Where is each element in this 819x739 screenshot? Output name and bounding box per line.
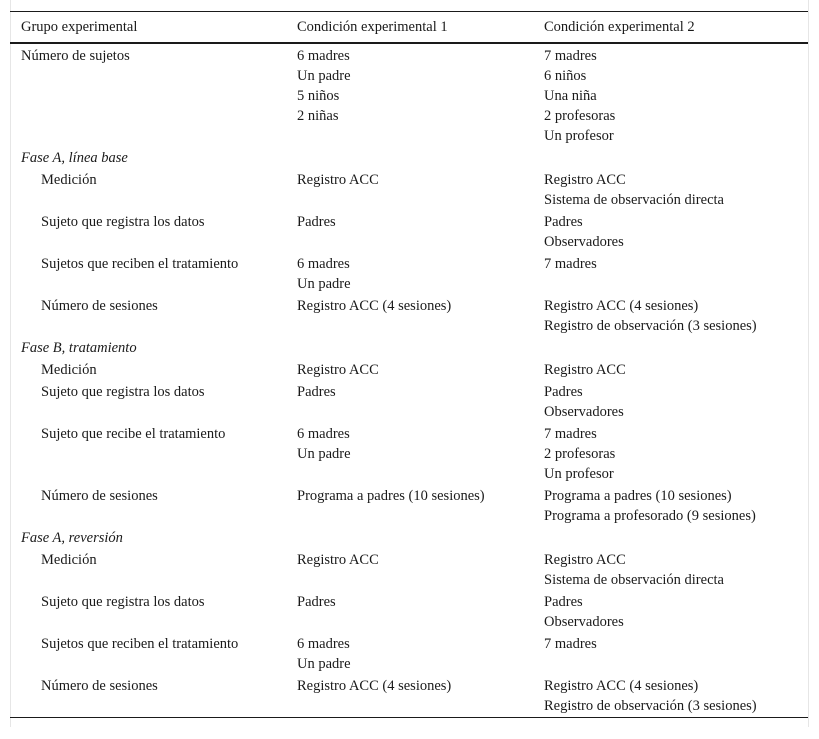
table-row — [10, 675, 808, 718]
cell-line: Registro ACC — [544, 362, 626, 378]
cell-condition-2 — [533, 169, 808, 211]
cell-condition-2 — [533, 633, 808, 675]
cell-line: Programa a padres (10 sesiones) — [544, 488, 732, 504]
row-label: Sujetos que reciben el tratamiento — [41, 636, 239, 652]
cell-condition-1 — [286, 675, 533, 718]
cell-condition-1 — [286, 549, 533, 591]
cell-line: 6 niños — [544, 68, 587, 84]
cell-condition-2 — [533, 211, 808, 253]
header-condition-1: Condición experimental 1 — [297, 18, 448, 35]
cell-line: Padres — [544, 214, 583, 230]
table-row — [10, 591, 808, 633]
cell-line: Observadores — [544, 234, 624, 250]
cell-condition-1 — [286, 485, 533, 527]
row-label: Número de sesiones — [41, 298, 158, 314]
row-label: Medición — [41, 362, 97, 378]
row-label: Número de sesiones — [41, 488, 158, 504]
cell-condition-1 — [286, 591, 533, 633]
cell-condition-2 — [533, 675, 808, 718]
cell-line: Registro ACC (4 sesiones) — [297, 298, 452, 314]
table-row — [10, 43, 808, 147]
cell-line: 5 niños — [297, 88, 340, 104]
cell-line: Registro ACC (4 sesiones) — [297, 678, 452, 694]
cell-condition-2 — [533, 295, 808, 337]
cell-line: 2 profesoras — [544, 108, 616, 124]
row-label: Sujeto que recibe el tratamiento — [41, 426, 226, 442]
cell-line: Una niña — [544, 88, 597, 104]
cell-condition-2 — [533, 359, 808, 381]
cell-line: Registro ACC (4 sesiones) — [544, 298, 699, 314]
cell-condition-2 — [533, 423, 808, 485]
row-label: Sujeto que registra los datos — [41, 214, 205, 230]
cell-line: Programa a profesorado (9 sesiones) — [544, 508, 756, 524]
cell-line: Padres — [297, 384, 336, 400]
cell-line: 6 madres — [297, 636, 350, 652]
cell-line: Padres — [544, 384, 583, 400]
cell-line: Observadores — [544, 404, 624, 420]
table-row — [10, 253, 808, 295]
cell-condition-1 — [286, 211, 533, 253]
cell-line: Sistema de observación directa — [544, 572, 724, 588]
table-row — [10, 381, 808, 423]
cell-line: 7 madres — [544, 256, 597, 272]
cell-condition-1 — [286, 295, 533, 337]
row-label: Medición — [41, 172, 97, 188]
cell-line: Un padre — [297, 68, 351, 84]
row-label: Sujeto que registra los datos — [41, 594, 205, 610]
table-row — [10, 211, 808, 253]
cell-line: Registro de observación (3 sesiones) — [544, 698, 757, 714]
cell-condition-1 — [286, 381, 533, 423]
cell-line: 6 madres — [297, 256, 350, 272]
cell-line: Padres — [297, 594, 336, 610]
cell-line: Un padre — [297, 446, 351, 462]
cell-condition-2 — [533, 591, 808, 633]
cell-condition-1 — [286, 423, 533, 485]
cell-line: 7 madres — [544, 636, 597, 652]
cell-line: Sistema de observación directa — [544, 192, 724, 208]
experimental-design-table — [10, 11, 808, 718]
table-row — [10, 549, 808, 591]
cell-line: Programa a padres (10 sesiones) — [297, 488, 485, 504]
cell-line: 2 niñas — [297, 108, 339, 124]
cell-line: Un profesor — [544, 128, 614, 144]
section-title: Fase A, línea base — [21, 150, 128, 166]
cell-line: 7 madres — [544, 426, 597, 442]
cell-condition-2 — [533, 381, 808, 423]
cell-line: Un padre — [297, 656, 351, 672]
cell-line: 2 profesoras — [544, 446, 616, 462]
cell-line: Registro ACC — [544, 172, 626, 188]
cell-line: Registro ACC — [297, 362, 379, 378]
cell-condition-1 — [286, 169, 533, 211]
cell-line: Observadores — [544, 614, 624, 630]
cell-condition-2 — [533, 485, 808, 527]
table-row — [10, 295, 808, 337]
cell-condition-1 — [286, 43, 533, 147]
table-row — [10, 633, 808, 675]
table-header-row — [10, 12, 808, 44]
section-row — [10, 337, 808, 359]
cell-line: Registro ACC — [544, 552, 626, 568]
section-title: Fase A, reversión — [21, 530, 123, 546]
table-row — [10, 485, 808, 527]
row-label: Número de sujetos — [21, 48, 130, 64]
header-group: Grupo experimental — [21, 18, 138, 35]
section-row — [10, 527, 808, 549]
cell-line: Registro de observación (3 sesiones) — [544, 318, 757, 334]
header-condition-2: Condición experimental 2 — [544, 18, 695, 35]
cell-line: Registro ACC — [297, 172, 379, 188]
cell-condition-1 — [286, 253, 533, 295]
table-row — [10, 169, 808, 211]
cell-line: 6 madres — [297, 426, 350, 442]
cell-condition-1 — [286, 633, 533, 675]
cell-line: 7 madres — [544, 48, 597, 64]
row-label: Sujetos que reciben el tratamiento — [41, 256, 239, 272]
cell-line: 6 madres — [297, 48, 350, 64]
table-row — [10, 359, 808, 381]
cell-condition-2 — [533, 549, 808, 591]
cell-condition-1 — [286, 359, 533, 381]
section-title: Fase B, tratamiento — [21, 340, 137, 356]
cell-line: Un profesor — [544, 466, 614, 482]
section-row — [10, 147, 808, 169]
table-row — [10, 423, 808, 485]
row-label: Medición — [41, 552, 97, 568]
cell-condition-2 — [533, 43, 808, 147]
cell-line: Un padre — [297, 276, 351, 292]
row-label: Número de sesiones — [41, 678, 158, 694]
cell-line: Registro ACC — [297, 552, 379, 568]
row-label: Sujeto que registra los datos — [41, 384, 205, 400]
cell-line: Padres — [297, 214, 336, 230]
cell-line: Registro ACC (4 sesiones) — [544, 678, 699, 694]
cell-condition-2 — [533, 253, 808, 295]
table-body — [10, 43, 808, 718]
cell-line: Padres — [544, 594, 583, 610]
